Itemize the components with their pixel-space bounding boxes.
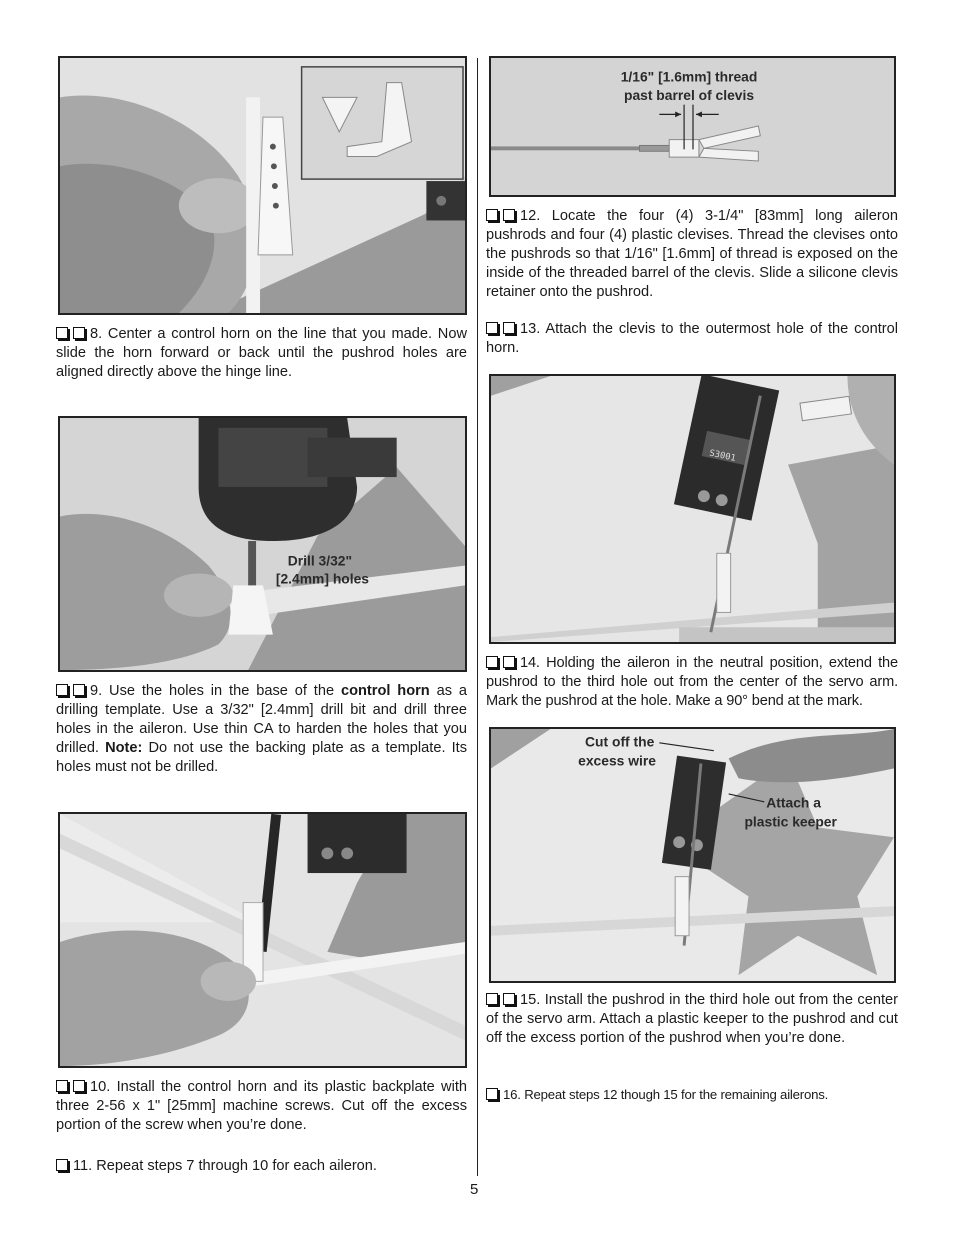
checkbox-icon[interactable]	[56, 684, 68, 696]
checkbox-icon[interactable]	[503, 656, 515, 668]
step-11-body: 11. Repeat steps 7 through 10 for each aileron.	[73, 1158, 377, 1174]
page-number: 5	[470, 1181, 479, 1198]
checkbox-icon[interactable]	[486, 993, 498, 1005]
step-9-text	[56, 682, 467, 777]
step-15-text	[486, 991, 898, 1048]
checkbox-icon[interactable]	[503, 993, 515, 1005]
step-8-text	[56, 325, 467, 382]
step-8-body: 8. Center a control horn on the line that you made. Now slide the horn forward or back until the pushrod holes are aligned directly above the hinge line.	[56, 326, 467, 380]
column-divider	[477, 58, 478, 1176]
checkbox-icon[interactable]	[56, 1080, 68, 1092]
checkbox-icon[interactable]	[503, 322, 515, 334]
checkbox-icon[interactable]	[73, 1080, 85, 1092]
photo-step-15	[489, 727, 896, 983]
step-16-body: 16. Repeat steps 12 though 15 for the remaining ailerons.	[503, 1087, 829, 1102]
step-13-body: 13. Attach the clevis to the outermost hole of the control horn.	[486, 321, 898, 356]
step-9-body-mid: as a drilling template. Use a 3/32" [2.4mm] drill bit and drill three holes in the aileron. Use thin CA to harden the holes that you drilled.	[56, 683, 468, 756]
photo-step-14	[489, 374, 896, 644]
drill-callout-line2: [2.4mm] holes	[275, 570, 370, 587]
checkbox-icon[interactable]	[486, 209, 498, 221]
cut-callout-line1: Cut off the	[585, 733, 655, 750]
step-9-bold-control-horn: control horn	[340, 683, 430, 699]
drill-callout-line1: Drill 3/32"	[287, 552, 353, 569]
photo-step-9	[58, 416, 467, 672]
servo-label: S3001	[708, 448, 737, 464]
checkbox-icon[interactable]	[56, 1159, 68, 1171]
keeper-callout-line2: plastic keeper	[744, 813, 837, 830]
checkbox-icon[interactable]	[486, 322, 498, 334]
photo-step-10	[58, 812, 467, 1068]
photo-step-12	[489, 56, 896, 197]
checkbox-icon[interactable]	[56, 327, 68, 339]
clevis-callout-line2: past barrel of clevis	[623, 87, 755, 103]
photo-step-8	[58, 56, 467, 315]
step-14-text	[486, 654, 898, 711]
step-10-body: 10. Install the control horn and its plastic backplate with three 2-56 x 1" [25mm] machine screws. Cut off the excess portion of the screw when you’re done.	[56, 1079, 467, 1133]
step-13-text	[486, 320, 898, 358]
clevis-callout-line1: 1/16" [1.6mm] thread	[620, 69, 758, 85]
checkbox-icon[interactable]	[486, 1088, 498, 1100]
checkbox-icon[interactable]	[73, 684, 85, 696]
checkbox-icon[interactable]	[73, 327, 85, 339]
step-14-body: 14. Holding the aileron in the neutral position, extend the pushrod to the third hole out from the center of the servo arm. Mark the pushrod at the hole. Make a 90° bend at the mark.	[486, 655, 898, 709]
checkbox-icon[interactable]	[486, 656, 498, 668]
step-9-bold-note: Note:	[105, 740, 143, 756]
step-16-text	[486, 1085, 898, 1104]
checkbox-icon[interactable]	[503, 209, 515, 221]
step-10-text	[56, 1078, 467, 1135]
cut-callout-line2: excess wire	[578, 752, 656, 769]
step-12-body: 12. Locate the four (4) 3-1/4" [83mm] long aileron pushrods and four (4) plastic clevises. Thread the clevises onto the pushrods so that 1/16" [1.6mm] of thread is exposed on the inside of the threaded barrel of the clevis. Slide a silicone clevis retainer onto the pushrod.	[486, 208, 898, 300]
step-12-text	[486, 207, 898, 302]
step-9-body-pre: 9. Use the holes in the base of the	[90, 683, 341, 699]
keeper-callout-line1: Attach a	[766, 794, 821, 811]
step-15-body: 15. Install the pushrod in the third hole out from the center of the servo arm. Attach a plastic keeper to the pushrod and cut off the excess portion of the pushrod when you’re done.	[486, 992, 898, 1046]
step-11-text	[56, 1157, 467, 1176]
step-9-body-post: Do not use the backing plate as a template. Its holes must not be drilled.	[56, 740, 468, 775]
